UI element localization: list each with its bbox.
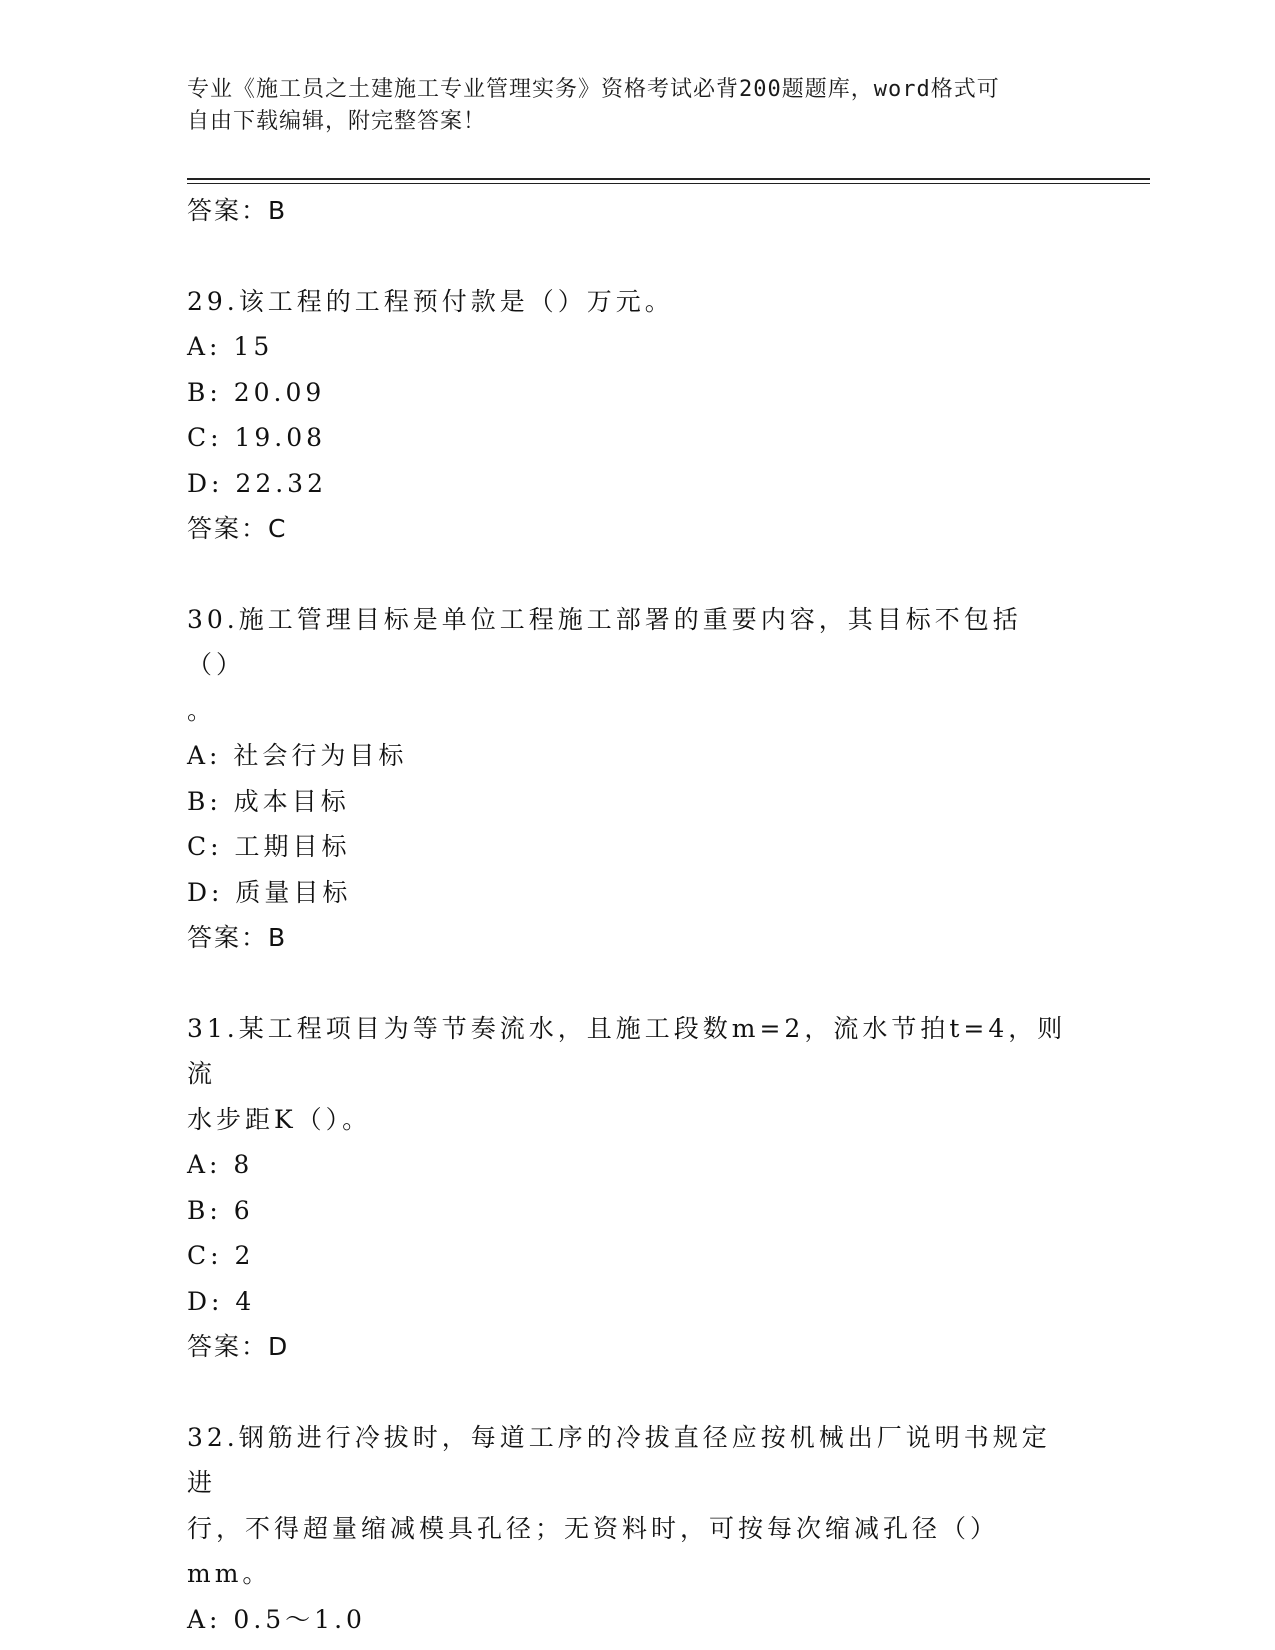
option-d: D: 质量目标 (187, 877, 352, 907)
option-d: D: 22.32 (187, 468, 327, 498)
header-rule-thick (187, 178, 1150, 180)
spacer (187, 234, 1087, 279)
option-a: A: 8 (187, 1150, 254, 1179)
spacer (187, 1370, 1087, 1415)
question-list (187, 188, 1087, 1642)
question-stem-line-2: 水步距K（）。 (187, 1104, 372, 1134)
question-31 (187, 1006, 1087, 1370)
document-header (187, 74, 1067, 138)
spacer (187, 552, 1087, 597)
question-stem-line-1: 31.某工程项目为等节奏流水，且施工段数m=2，流水节拍t=4，则流 (187, 1013, 1067, 1088)
question-stem: 29.该工程的工程预付款是（）万元。 (187, 286, 674, 316)
question-stem-line-2: 。 (187, 695, 217, 725)
question-32 (187, 1415, 1087, 1643)
question-stem-line-2: 行，不得超量缩减模具孔径；无资料时，可按每次缩减孔径（）mm。 (187, 1513, 1000, 1588)
header-rule-thin (187, 183, 1150, 184)
header-line-2: 自由下载编辑，附完整答案！ (187, 109, 487, 134)
option-a: A: 0.5～1.0 (187, 1604, 366, 1634)
question-stem-line-1: 32.钢筋进行冷拔时，每道工序的冷拔直径应按机械出厂说明书规定进 (187, 1422, 1051, 1497)
header-line-1: 专业《施工员之土建施工专业管理实务》资格考试必背200题题库，word格式可 (187, 77, 1000, 102)
answer-line: 答案：B (187, 923, 288, 952)
spacer (187, 961, 1087, 1006)
answer-line: 答案：C (187, 514, 288, 543)
answer-line: 答案：D (187, 1332, 290, 1361)
question-30 (187, 597, 1087, 961)
option-a: A: 15 (187, 332, 274, 361)
option-c: C: 工期目标 (187, 832, 351, 861)
question-stem-line-1: 30.施工管理目标是单位工程施工部署的重要内容，其目标不包括（） (187, 604, 1022, 679)
option-b: B: 6 (187, 1195, 254, 1225)
option-b: B: 成本目标 (187, 786, 350, 816)
question-29 (187, 279, 1087, 552)
answer-line: 答案：B (187, 196, 288, 225)
option-c: C: 19.08 (187, 423, 327, 452)
option-a: A: 社会行为目标 (187, 741, 408, 770)
option-c: C: 2 (187, 1241, 255, 1270)
option-d: D: 4 (187, 1286, 256, 1316)
option-b: B: 20.09 (187, 377, 326, 407)
